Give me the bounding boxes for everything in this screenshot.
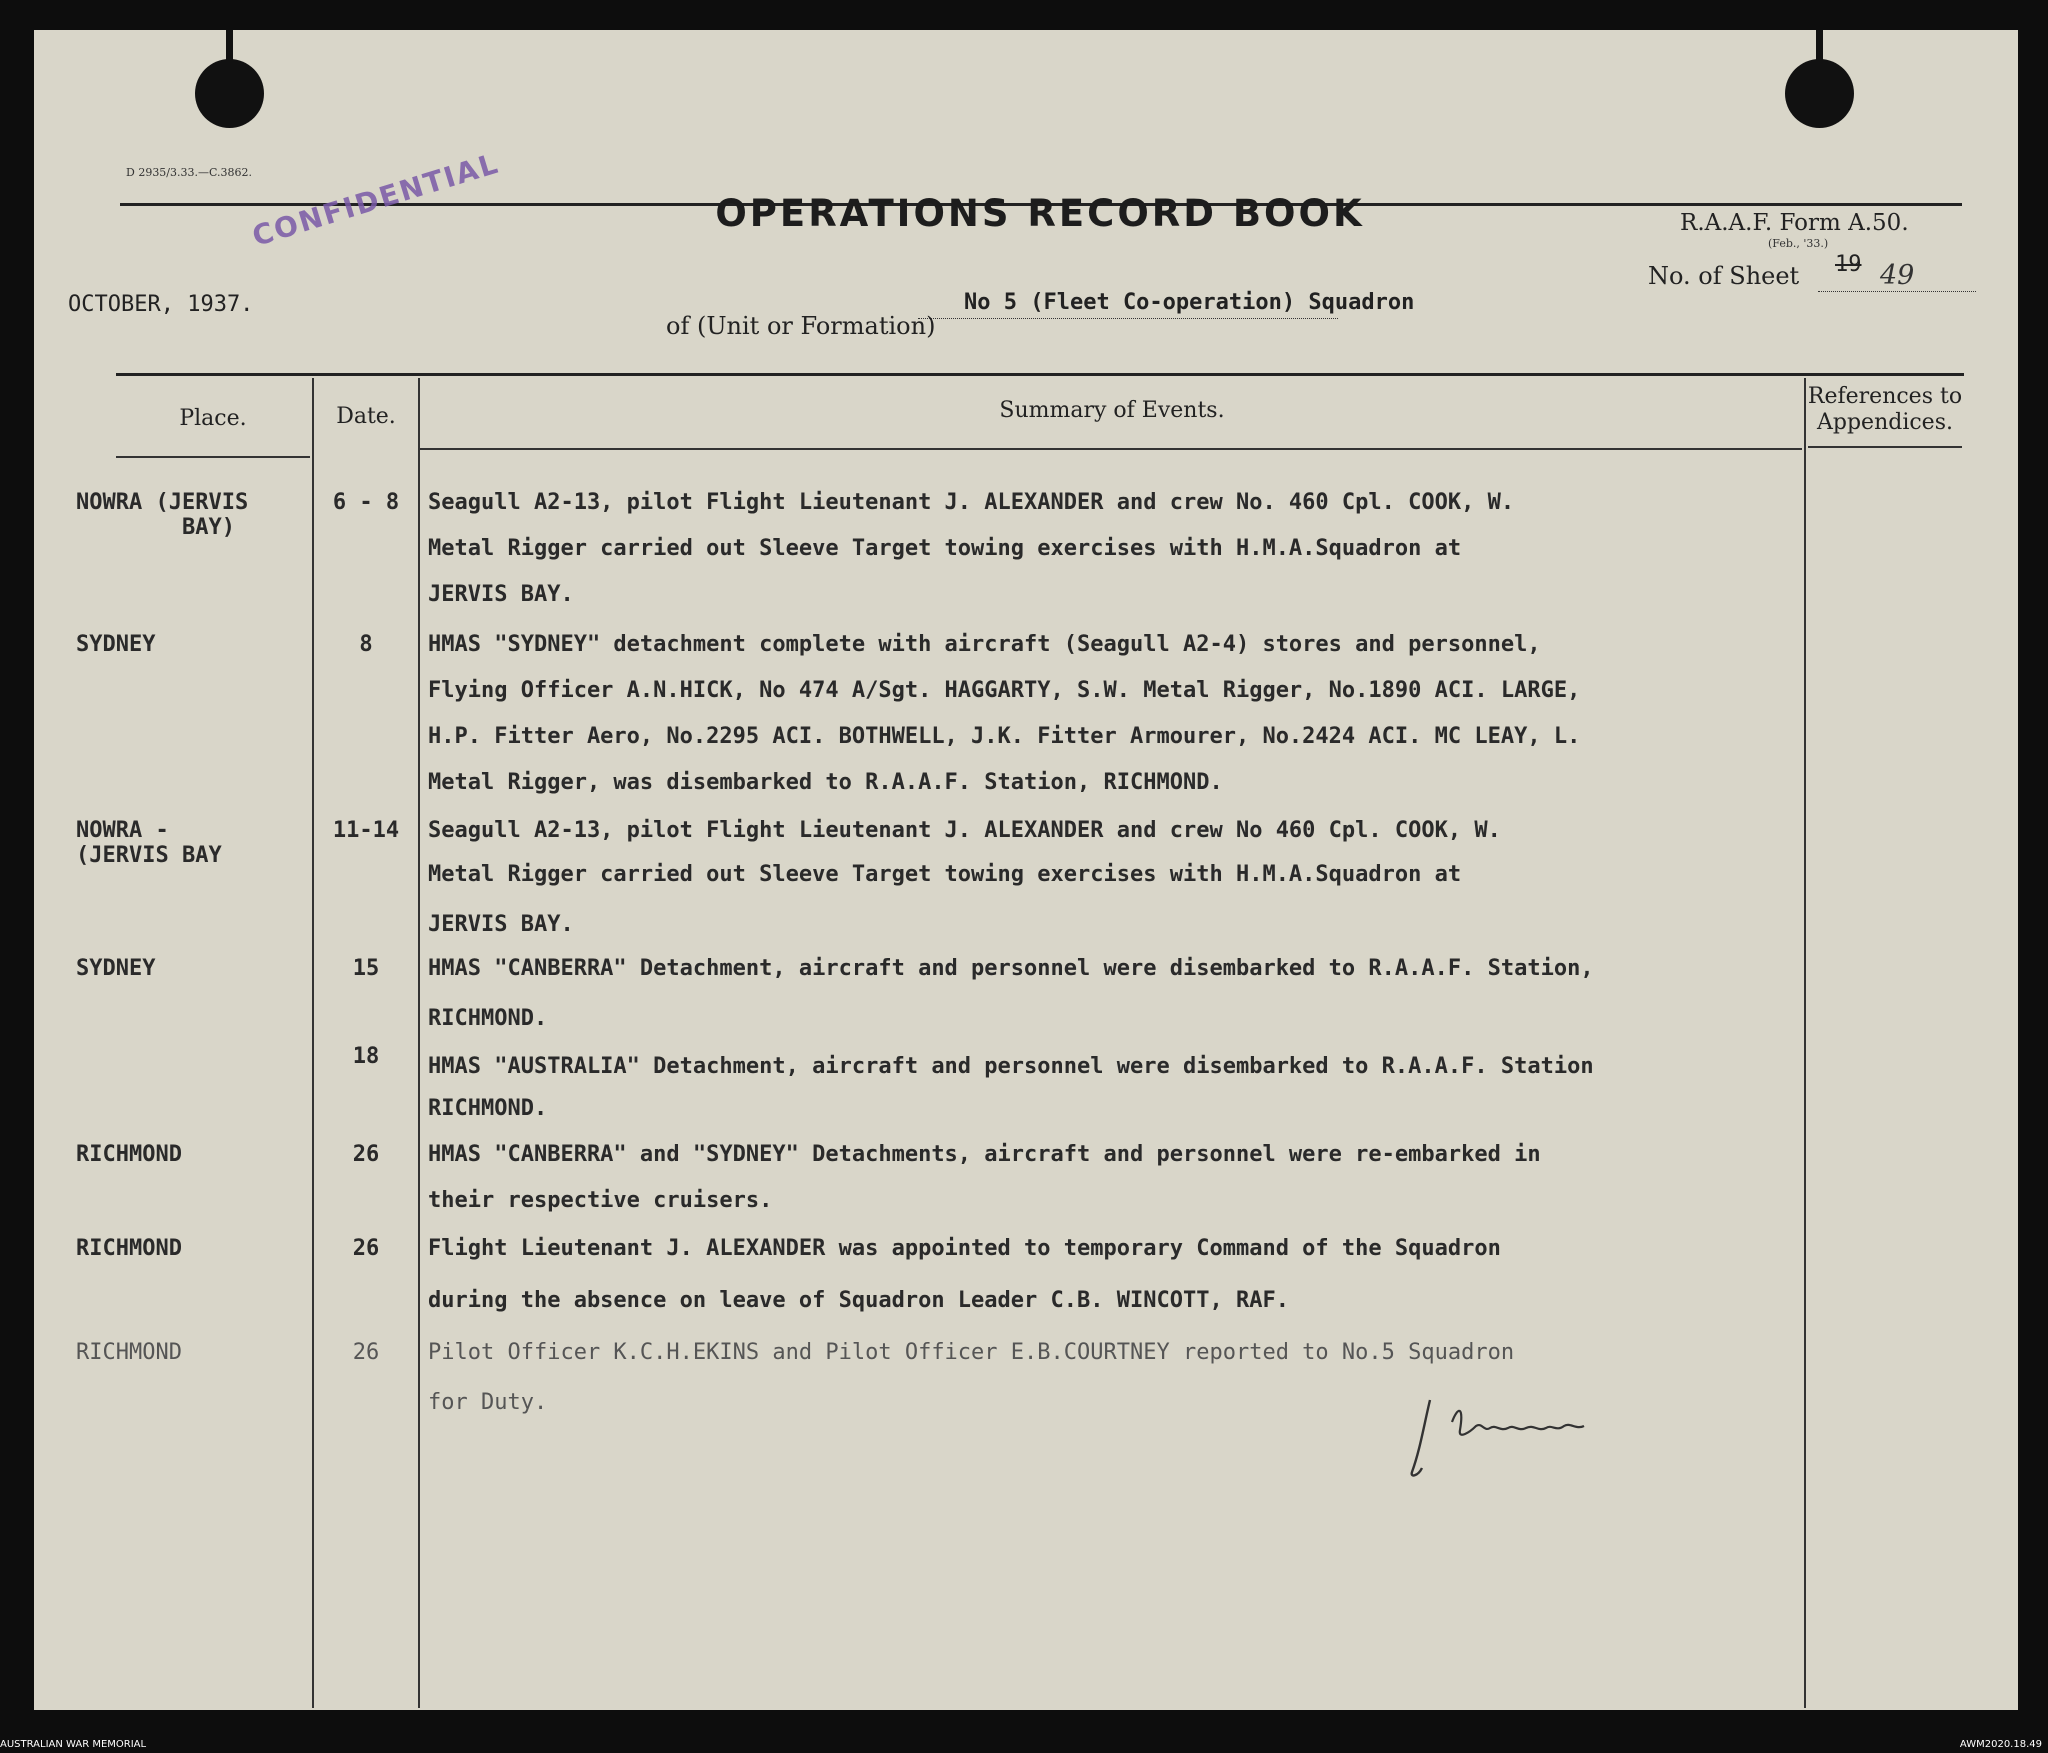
form-ref-code: D 2935/3.33.—C.3862. xyxy=(126,166,253,179)
record-month: OCTOBER, 1937. xyxy=(68,292,254,317)
entry-date: 18 xyxy=(352,1044,380,1069)
entry-summary-line: JERVIS BAY. xyxy=(428,912,574,937)
unit-value: No 5 (Fleet Co-operation) Squadron xyxy=(964,290,1415,315)
form-number: R.A.A.F. Form A.50. xyxy=(1680,210,1909,236)
entry-place: NOWRA (JERVIS BAY) xyxy=(76,490,249,540)
entry-summary-line: HMAS "CANBERRA" and "SYDNEY" Detachments, aircraft and personnel were re-embarked in xyxy=(428,1142,1541,1167)
entry-summary-line: HMAS "AUSTRALIA" Detachment, aircraft and personnel were disembarked to R.A.A.F. Station xyxy=(428,1054,1594,1079)
divider-date-summary xyxy=(418,378,420,1708)
entry-summary-line: during the absence on leave of Squadron Leader C.B. WINCOTT, RAF. xyxy=(428,1288,1289,1313)
entry-summary-line: for Duty. xyxy=(428,1390,548,1415)
refs-header-rule xyxy=(1808,446,1962,448)
entry-date: 26 xyxy=(352,1340,380,1365)
entry-summary-line: Metal Rigger carried out Sleeve Target towing exercises with H.M.A.Squadron at xyxy=(428,862,1462,887)
entry-summary-line: Pilot Officer K.C.H.EKINS and Pilot Officer E.B.COURTNEY reported to No.5 Squadron xyxy=(428,1340,1515,1365)
page-title: OPERATIONS RECORD BOOK xyxy=(715,192,1365,235)
entry-date: 26 xyxy=(352,1142,380,1167)
sheet-number-label: No. of Sheet xyxy=(1648,262,1800,290)
entry-summary-line: HMAS "SYDNEY" detachment complete with aircraft (Seagull A2-4) stores and personnel, xyxy=(428,632,1541,657)
entry-summary-line: JERVIS BAY. xyxy=(428,582,574,607)
entry-date: 15 xyxy=(352,956,380,981)
entry-date: 11-14 xyxy=(332,818,400,843)
form-date: (Feb., '33.) xyxy=(1768,237,1829,250)
confidential-stamp: CONFIDENTIAL xyxy=(248,146,503,253)
entry-place: NOWRA - (JERVIS BAY xyxy=(76,818,222,868)
header-rule xyxy=(116,373,1964,376)
entry-summary-line: Metal Rigger, was disembarked to R.A.A.F. Station, RICHMOND. xyxy=(428,770,1223,795)
entry-summary-line: H.P. Fitter Aero, No.2295 ACI. BOTHWELL, J.K. Fitter Armourer, No.2424 ACI. MC LEAY, L. xyxy=(428,724,1581,749)
handwritten-signature xyxy=(1400,1380,1640,1490)
entry-summary-line: RICHMOND. xyxy=(428,1096,548,1121)
entry-summary-line: Flight Lieutenant J. ALEXANDER was appointed to temporary Command of the Squadron xyxy=(428,1236,1501,1261)
entry-place: SYDNEY xyxy=(76,632,156,657)
summary-header-rule xyxy=(420,448,1802,450)
archive-reference: AWM2020.18.49 xyxy=(1959,1739,2042,1750)
sheet-old-value: 19 xyxy=(1835,252,1862,277)
entry-date: 26 xyxy=(352,1236,380,1261)
entry-place: SYDNEY xyxy=(76,956,156,981)
place-header-rule xyxy=(116,456,310,458)
column-header-references: References to Appendices. xyxy=(1807,384,1963,435)
entry-summary-line: Seagull A2-13, pilot Flight Lieutenant J. ALEXANDER and crew No 460 Cpl. COOK, W. xyxy=(428,818,1501,843)
column-header-summary: Summary of Events. xyxy=(999,398,1225,423)
column-header-date: Date. xyxy=(336,404,396,429)
divider-place-date xyxy=(312,378,314,1708)
entry-summary-line: their respective cruisers. xyxy=(428,1188,773,1213)
divider-summary-refs xyxy=(1804,378,1806,1708)
punch-hole-left xyxy=(195,59,264,128)
entry-summary-line: Metal Rigger carried out Sleeve Target towing exercises with H.M.A.Squadron at xyxy=(428,536,1462,561)
unit-label: of (Unit or Formation) xyxy=(666,312,936,340)
entry-date: 8 xyxy=(359,632,373,657)
punch-hole-right xyxy=(1785,59,1854,128)
entry-summary-line: RICHMOND. xyxy=(428,1006,548,1031)
unit-dotted-line xyxy=(918,318,1338,319)
sheet-dotted-line xyxy=(1818,291,1976,292)
sheet-number-value: 49 xyxy=(1880,260,1915,291)
entry-summary-line: Flying Officer A.N.HICK, No 474 A/Sgt. HAGGARTY, S.W. Metal Rigger, No.1890 ACI. LARGE, xyxy=(428,678,1581,703)
column-header-place: Place. xyxy=(179,406,247,431)
entry-place: RICHMOND xyxy=(76,1340,182,1365)
entry-date: 6 - 8 xyxy=(332,490,400,515)
entry-summary-line: HMAS "CANBERRA" Detachment, aircraft and personnel were disembarked to R.A.A.F. Station, xyxy=(428,956,1594,981)
entry-summary-line: Seagull A2-13, pilot Flight Lieutenant J. ALEXANDER and crew No. 460 Cpl. COOK, W. xyxy=(428,490,1515,515)
archive-credit: AUSTRALIAN WAR MEMORIAL xyxy=(0,1739,147,1750)
entry-place: RICHMOND xyxy=(76,1236,182,1261)
entry-place: RICHMOND xyxy=(76,1142,182,1167)
